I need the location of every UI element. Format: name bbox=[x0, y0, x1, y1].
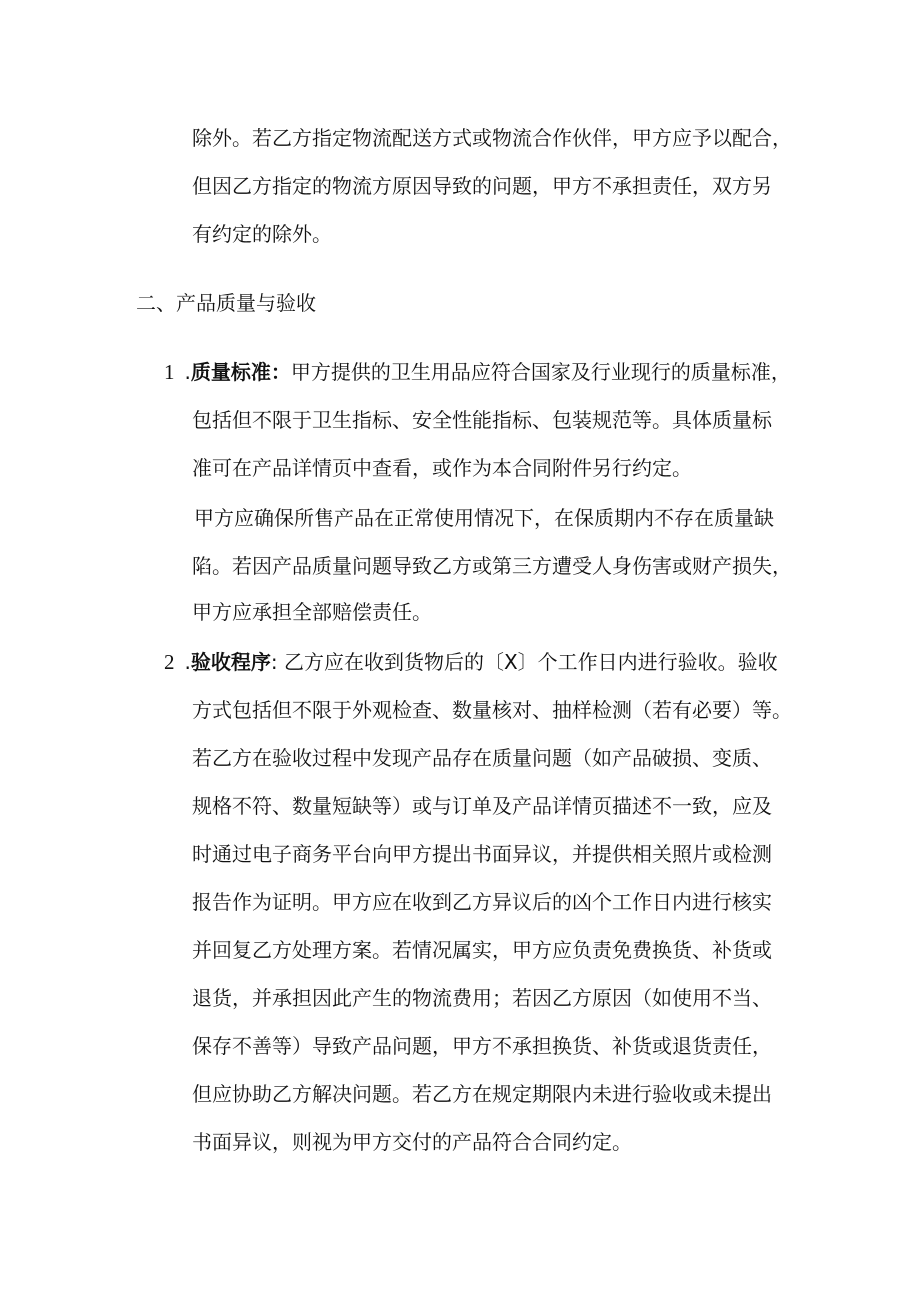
item1-first-line-text: 甲方提供的卫生用品应符合国家及行业现行的质量标准， bbox=[290, 360, 791, 384]
item2-line-10: 但应协助乙方解决问题。若乙方在规定期限内未进行验收或未提出 bbox=[192, 1082, 772, 1106]
item2-first-line-text: : 乙方应在收到货物后的〔X〕个工作日内进行验收。验收 bbox=[270, 650, 778, 674]
section-heading: 二、产品质量与验收 bbox=[136, 291, 316, 315]
item1-line-2: 包括但不限于卫生指标、安全性能指标、包装规范等。具体质量标 bbox=[192, 408, 772, 432]
intro-line-3: 有约定的除外。 bbox=[192, 222, 332, 246]
item2-title: 验收程序 bbox=[190, 650, 271, 674]
item2-line-5: 时通过电子商务平台向甲方提出书面异议，并提供相关照片或检测 bbox=[192, 842, 772, 866]
item1-number: 1 bbox=[164, 360, 175, 384]
item2-line-3: 若乙方在验收过程中发现产品存在质量问题（如产品破损、变质、 bbox=[192, 746, 772, 770]
intro-line-2: 但因乙方指定的物流方原因导致的问题，甲方不承担责任，双方另 bbox=[192, 174, 772, 198]
item1-dot: . bbox=[184, 360, 191, 384]
item2-first-line bbox=[164, 648, 778, 676]
intro-line-1: 除外。若乙方指定物流配送方式或物流合作伙伴，甲方应予以配合， bbox=[192, 126, 792, 150]
item1-title: 质量标准： bbox=[190, 360, 291, 384]
item2-dot: . bbox=[184, 650, 191, 674]
item1-para2-line-1: 甲方应确保所售产品在正常使用情况下，在保质期内不存在质量缺 bbox=[194, 506, 774, 530]
item2-line-11: 书面异议，则视为甲方交付的产品符合合同约定。 bbox=[192, 1130, 632, 1154]
item2-line-9: 保存不善等）导致产品问题，甲方不承担换货、补货或退货责任， bbox=[192, 1034, 772, 1058]
item2-line-8: 退货，并承担因此产生的物流费用；若因乙方原因（如使用不当、 bbox=[192, 986, 772, 1010]
item1-line-3: 准可在产品详情页中查看，或作为本合同附件另行约定。 bbox=[192, 456, 692, 480]
item1-para2-line-2: 陷。若因产品质量问题导致乙方或第三方遭受人身伤害或财产损失， bbox=[192, 554, 792, 578]
item1-first-line bbox=[164, 358, 791, 386]
item2-line-4: 规格不符、数量短缺等）或与订单及产品详情页描述不一致，应及 bbox=[192, 794, 772, 818]
item2-line-2: 方式包括但不限于外观检查、数量核对、抽样检测（若有必要）等。 bbox=[192, 698, 792, 722]
item1-para2-line-3: 甲方应承担全部赔偿责任。 bbox=[192, 600, 432, 624]
item2-line-6: 报告作为证明。甲方应在收到乙方异议后的凶个工作日内进行核实 bbox=[192, 890, 772, 914]
item2-line-7: 并回复乙方处理方案。若情况属实，甲方应负责免费换货、补货或 bbox=[192, 938, 772, 962]
item2-number: 2 bbox=[164, 650, 175, 674]
